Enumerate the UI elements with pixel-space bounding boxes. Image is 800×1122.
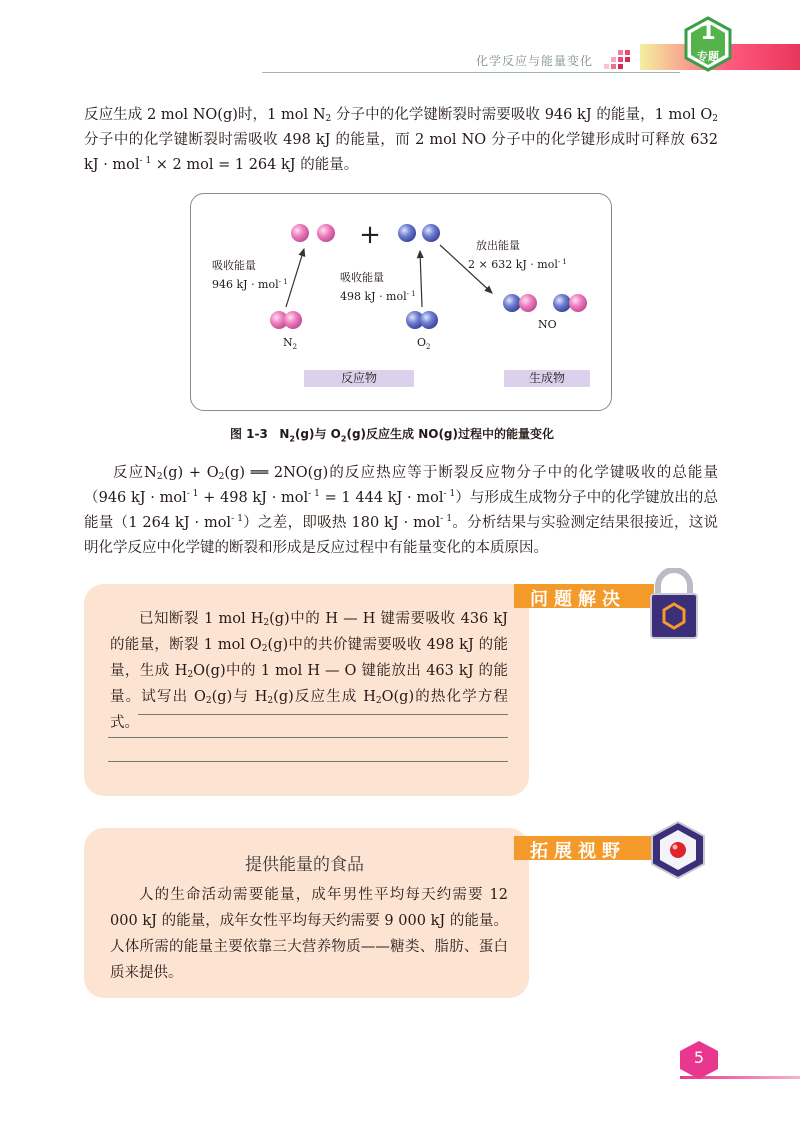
answer-line-3[interactable] bbox=[108, 761, 508, 762]
label-o2: $O_2$ bbox=[417, 336, 431, 352]
reactants-label: 反应物 bbox=[304, 370, 414, 387]
figure-caption: 图 1-3 $N_2(g)$与 $O_2(g)$反应生成 NO(g)过程中的能量变化 bbox=[230, 427, 555, 444]
label-n2: $N_2$ bbox=[283, 336, 298, 352]
label-absorb-n2: 吸收能量 946 kJ · mol$^{- 1}$ bbox=[212, 259, 288, 291]
label-absorb-o2: 吸收能量 498 kJ · mol$^{- 1}$ bbox=[340, 271, 416, 303]
answer-line-1[interactable] bbox=[138, 714, 508, 715]
header-pixel-decoration bbox=[596, 46, 636, 72]
view-lens-icon bbox=[650, 820, 706, 880]
problem-banner-text: 问题解决 bbox=[530, 589, 626, 610]
o2-molecule bbox=[406, 311, 438, 329]
header-rule bbox=[262, 72, 680, 73]
section-title: 化学反应与能量变化 bbox=[476, 54, 594, 68]
separated-n-atoms bbox=[291, 224, 335, 242]
no-molecules bbox=[503, 294, 587, 312]
problem-text: 已知断裂 1 mol $H_2(g)$中的 H — H 键需要吸收 436 kJ 的能量，断裂 1 mol $O_2(g)$中的共价键需要吸收 498 kJ 的能量，生成 $H_2O(g)$中的 1 mol H — O 键能放出 463 kJ 的能量。试写出 $O_2(g)$与 $H_2(g)$反应生成 $H_2O(g)$的热化学方程式。 bbox=[110, 611, 508, 731]
extend-banner-text: 拓展视野 bbox=[530, 841, 626, 862]
label-release: 放出能量 2 × 632 kJ · mol$^{- 1}$ bbox=[468, 239, 567, 271]
chapter-number: 1 bbox=[700, 20, 716, 45]
products-label: 生成物 bbox=[504, 370, 590, 387]
paragraph-intro: 反应生成 2 mol NO(g)时，1 mol $N_2$ 分子中的化学键断裂时需要吸收 946 kJ 的能量，1 mol $O_2$ 分子中的化学键断裂时需吸收 498 kJ 的能量，而 2 mol NO 分子中的化学键形成时可释放 632 kJ · mol$^{- 1}$ × 2 mol = 1 264 kJ 的能量。 bbox=[84, 107, 718, 173]
plus-sign: + bbox=[359, 220, 381, 250]
extend-text: 人的生命活动需要能量，成年男性平均每天约需要 12 000 kJ 的能量，成年女性平均每天约需要 9 000 kJ 的能量。人体所需的能量主要依靠三大营养物质——糖类、脂肪、蛋白质来提供。 bbox=[110, 887, 508, 981]
separated-o-atoms bbox=[398, 224, 440, 242]
page-number: 5 bbox=[693, 1048, 705, 1067]
paragraph-analysis: 反应$N_2(g) + O_2(g)$ ══ 2NO(g)的反应热应等于断裂反应物分子中的化学键吸收的总能量（946 kJ · mol$^{- 1}$ + 498 kJ · mol$^{- 1}$ = 1 444 kJ · mol$^{- 1}$）与形成生成物分子中的化学键放出的总能量（1 264 kJ · mol$^{- 1}$）之差，即吸热 180 kJ · mol$^{- 1}$。分析结果与实验测定结果很接近，这说明化学反应中化学键的断裂和形成是反应过程中有能量变化的本质原因。 bbox=[84, 465, 719, 556]
label-no: NO bbox=[538, 318, 557, 331]
chapter-label: 专题 bbox=[697, 50, 719, 63]
lock-icon bbox=[648, 568, 700, 640]
n2-molecule bbox=[270, 311, 302, 329]
extend-title: 提供能量的食品 bbox=[245, 855, 364, 875]
answer-line-2[interactable] bbox=[108, 737, 508, 738]
